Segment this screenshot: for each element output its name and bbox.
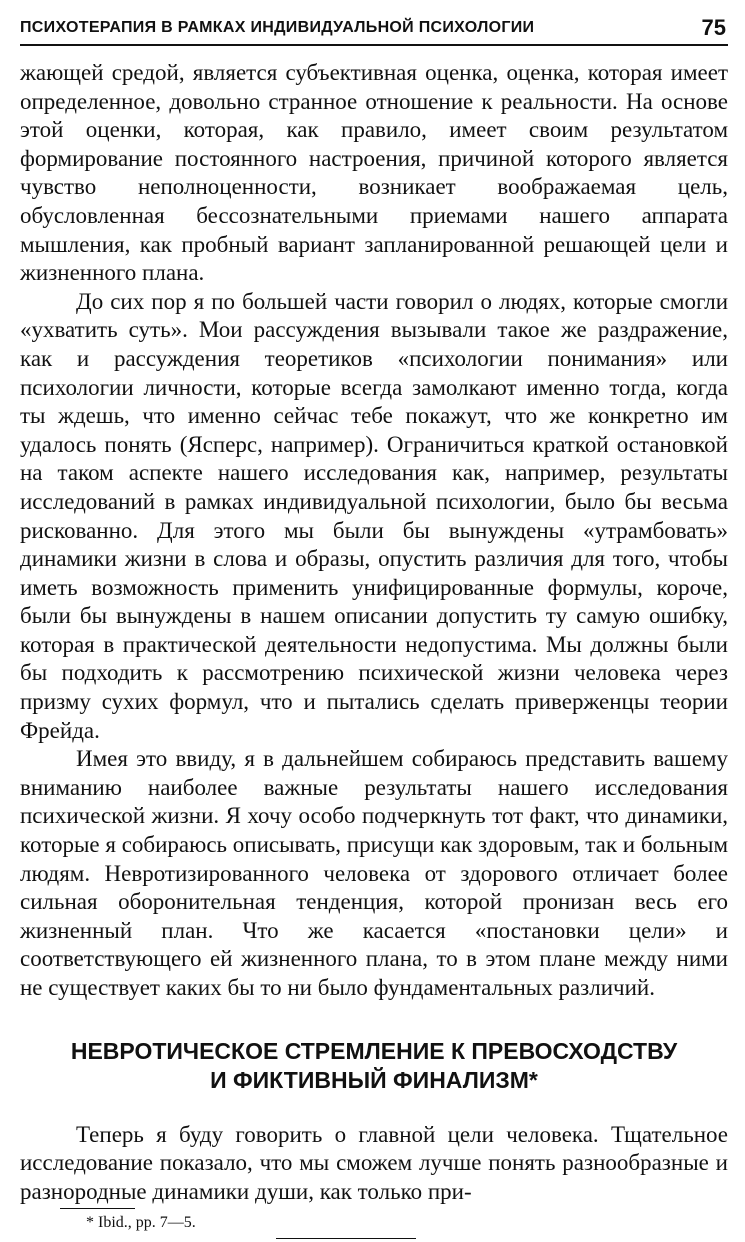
running-header <box>20 14 728 46</box>
paragraph-understanding: До сих пор я по большей части говорил о людях, которые смогли «ухватить суть». Мои рассуждения вызывали такое же раздражение, как и рассуждения теоретиков «психологии понимания» или психологии личности, которые всегда замолкают именно тогда, когда ты ждешь, что именно сейчас тебе покажут, что же конкретно им удалось понять (Ясперс, например). Ограничиться краткой остановкой на таком аспекте нашего исследования как, например, результаты исследований в рамках индивидуальной психологии, было бы весьма рискованно. Для этого мы были бы вынуждены «утрамбовать» динамики жизни в слова и образы, опустить различия для того, чтобы иметь возможность применить унифицированные формулы, короче, были бы вынуждены в нашем описании допустить ту самую ошибку, которая в практической деятельности недопустима. Мы должны были бы подходить к рассмотрению психической жизни человека через призму сухих формул, что и пытались сделать приверженцы теории Фрейда. <box>20 288 728 743</box>
paragraph-continuation: жающей средой, является субъективная оценка, оценка, которая имеет определенное, довольно странное отношение к реальности. На основе этой оценки, которая, как правило, имеет своим результатом формирование постоянного настроения, причиной которого является чувство неполноценности, возникает воображаемая цель, обусловленная бессознательными приемами нашего аппарата мышления, как пробный вариант запланированной решающей цели и жизненного плана. <box>20 60 728 286</box>
page-number: 75 <box>701 15 726 40</box>
section-heading <box>20 1037 728 1095</box>
footnote-divider <box>60 1208 135 1209</box>
footnote: * Ibid., pp. 7—5. <box>86 1214 196 1231</box>
section-heading-line-2: И ФИКТИВНЫЙ ФИНАЛИЗМ* <box>210 1066 538 1093</box>
section-heading-line-1: НЕВРОТИЧЕСКОЕ СТРЕМЛЕНИЕ К ПРЕВОСХОДСТВУ <box>70 1037 678 1064</box>
paragraph-main-goal: Теперь я буду говорить о главной цели человека. Тщательное исследование показало, что мы сможем лучше понять разнообразные и разнородные динамики души, как только при- <box>20 1121 728 1204</box>
running-title: ПСИХОТЕРАПИЯ В РАМКАХ ИНДИВИДУАЛЬНОЙ ПСИХОЛОГИИ <box>20 19 535 36</box>
bottom-divider <box>276 1238 416 1239</box>
body-text <box>20 59 728 1206</box>
paragraph-dynamics: Имея это ввиду, я в дальнейшем собираюсь представить вашему вниманию наиболее важные результаты нашего исследования психической жизни. Я хочу особо подчеркнуть тот факт, что динамики, которые я собираюсь описывать, присущи как здоровым, так и больным людям. Невротизированного человека от здорового отличает более сильная оборонительная тенденция, которой пронизан весь его жизненный план. Что же касается «постановки цели» и соответствующего ей жизненного плана, то в этом плане между ними не существует каких бы то ни было фундаментальных различий. <box>20 746 728 1000</box>
